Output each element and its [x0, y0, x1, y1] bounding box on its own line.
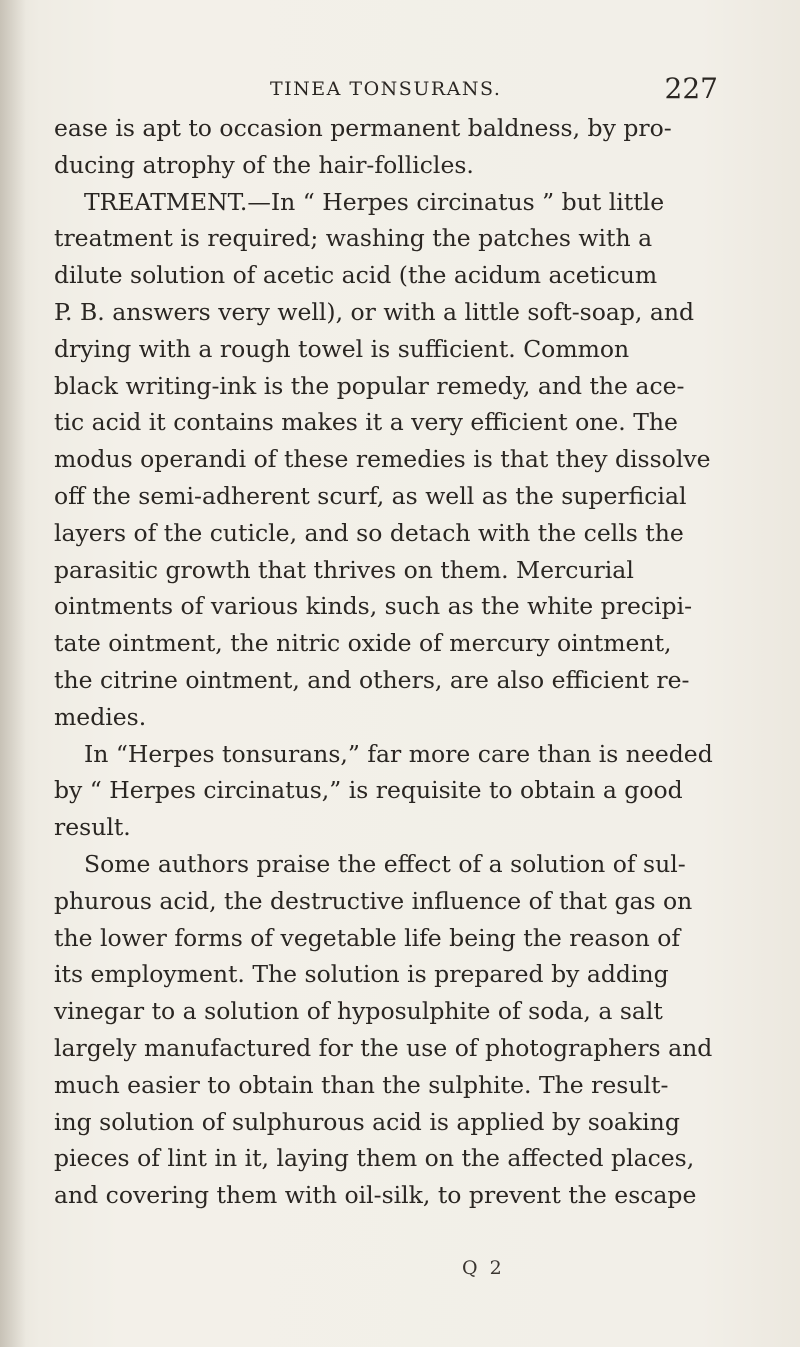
text-line: treatment is required; washing the patches with a [54, 224, 653, 253]
text-line: off the semi-adherent scurf, as well as the superficial [54, 481, 687, 510]
running-title: TINEA TONSURANS. [270, 78, 502, 100]
text-line: In “Herpes tonsurans,” far more care than is needed [84, 739, 713, 768]
text-line: largely manufactured for the use of photographers and [54, 1033, 713, 1062]
text-line: parasitic growth that thrives on them. Mercurial [54, 555, 634, 584]
text-line: result. [54, 813, 131, 842]
text-line: tate ointment, the nitric oxide of mercury ointment, [54, 629, 672, 658]
text-line: dilute solution of acetic acid (the acidum aceticum [54, 261, 658, 290]
text-line: layers of the cuticle, and so detach with the cells the [54, 518, 684, 547]
text-line: TREATMENT.—In “ Herpes circinatus ” but little [84, 187, 665, 216]
text-line: Some authors praise the effect of a solution of sul- [84, 849, 686, 878]
text-line: the citrine ointment, and others, are also efficient re- [54, 665, 690, 694]
text-line: modus operandi of these remedies is that they dissolve [54, 445, 711, 474]
text-line: the lower forms of vegetable life being the reason of [54, 923, 681, 952]
text-line: pieces of lint in it, laying them on the affected places, [54, 1144, 695, 1173]
signature-mark: Q 2 [462, 1257, 505, 1279]
text-line: ducing atrophy of the hair-follicles. [54, 150, 474, 179]
text-line: by “ Herpes circinatus,” is requisite to obtain a good [54, 776, 683, 805]
text-line: tic acid it contains makes it a very efficient one. The [54, 408, 678, 437]
text-line: much easier to obtain than the sulphite. The result- [54, 1070, 669, 1099]
text-line: black writing-ink is the popular remedy, and the ace- [54, 371, 685, 400]
body-text [54, 110, 713, 1214]
text-line: its employment. The solution is prepared by adding [54, 960, 669, 989]
text-line: and covering them with oil-silk, to prevent the escape [54, 1181, 697, 1210]
text-line: ointments of various kinds, such as the white precipi- [54, 592, 693, 621]
gutter-shadow [0, 0, 26, 1347]
running-head [100, 72, 718, 106]
text-line: ing solution of sulphurous acid is applied by soaking [54, 1107, 680, 1136]
page-number: 227 [664, 72, 718, 105]
text-line: vinegar to a solution of hyposulphite of soda, a salt [54, 997, 663, 1026]
text-line: drying with a rough towel is sufficient. Common [54, 334, 630, 363]
text-line: ease is apt to occasion permanent baldness, by pro- [54, 114, 672, 142]
text-line: medies. [54, 702, 147, 731]
text-line: P. B. answers very well), or with a little soft-soap, and [54, 297, 695, 326]
text-line: phurous acid, the destructive influence of that gas on [54, 886, 693, 915]
